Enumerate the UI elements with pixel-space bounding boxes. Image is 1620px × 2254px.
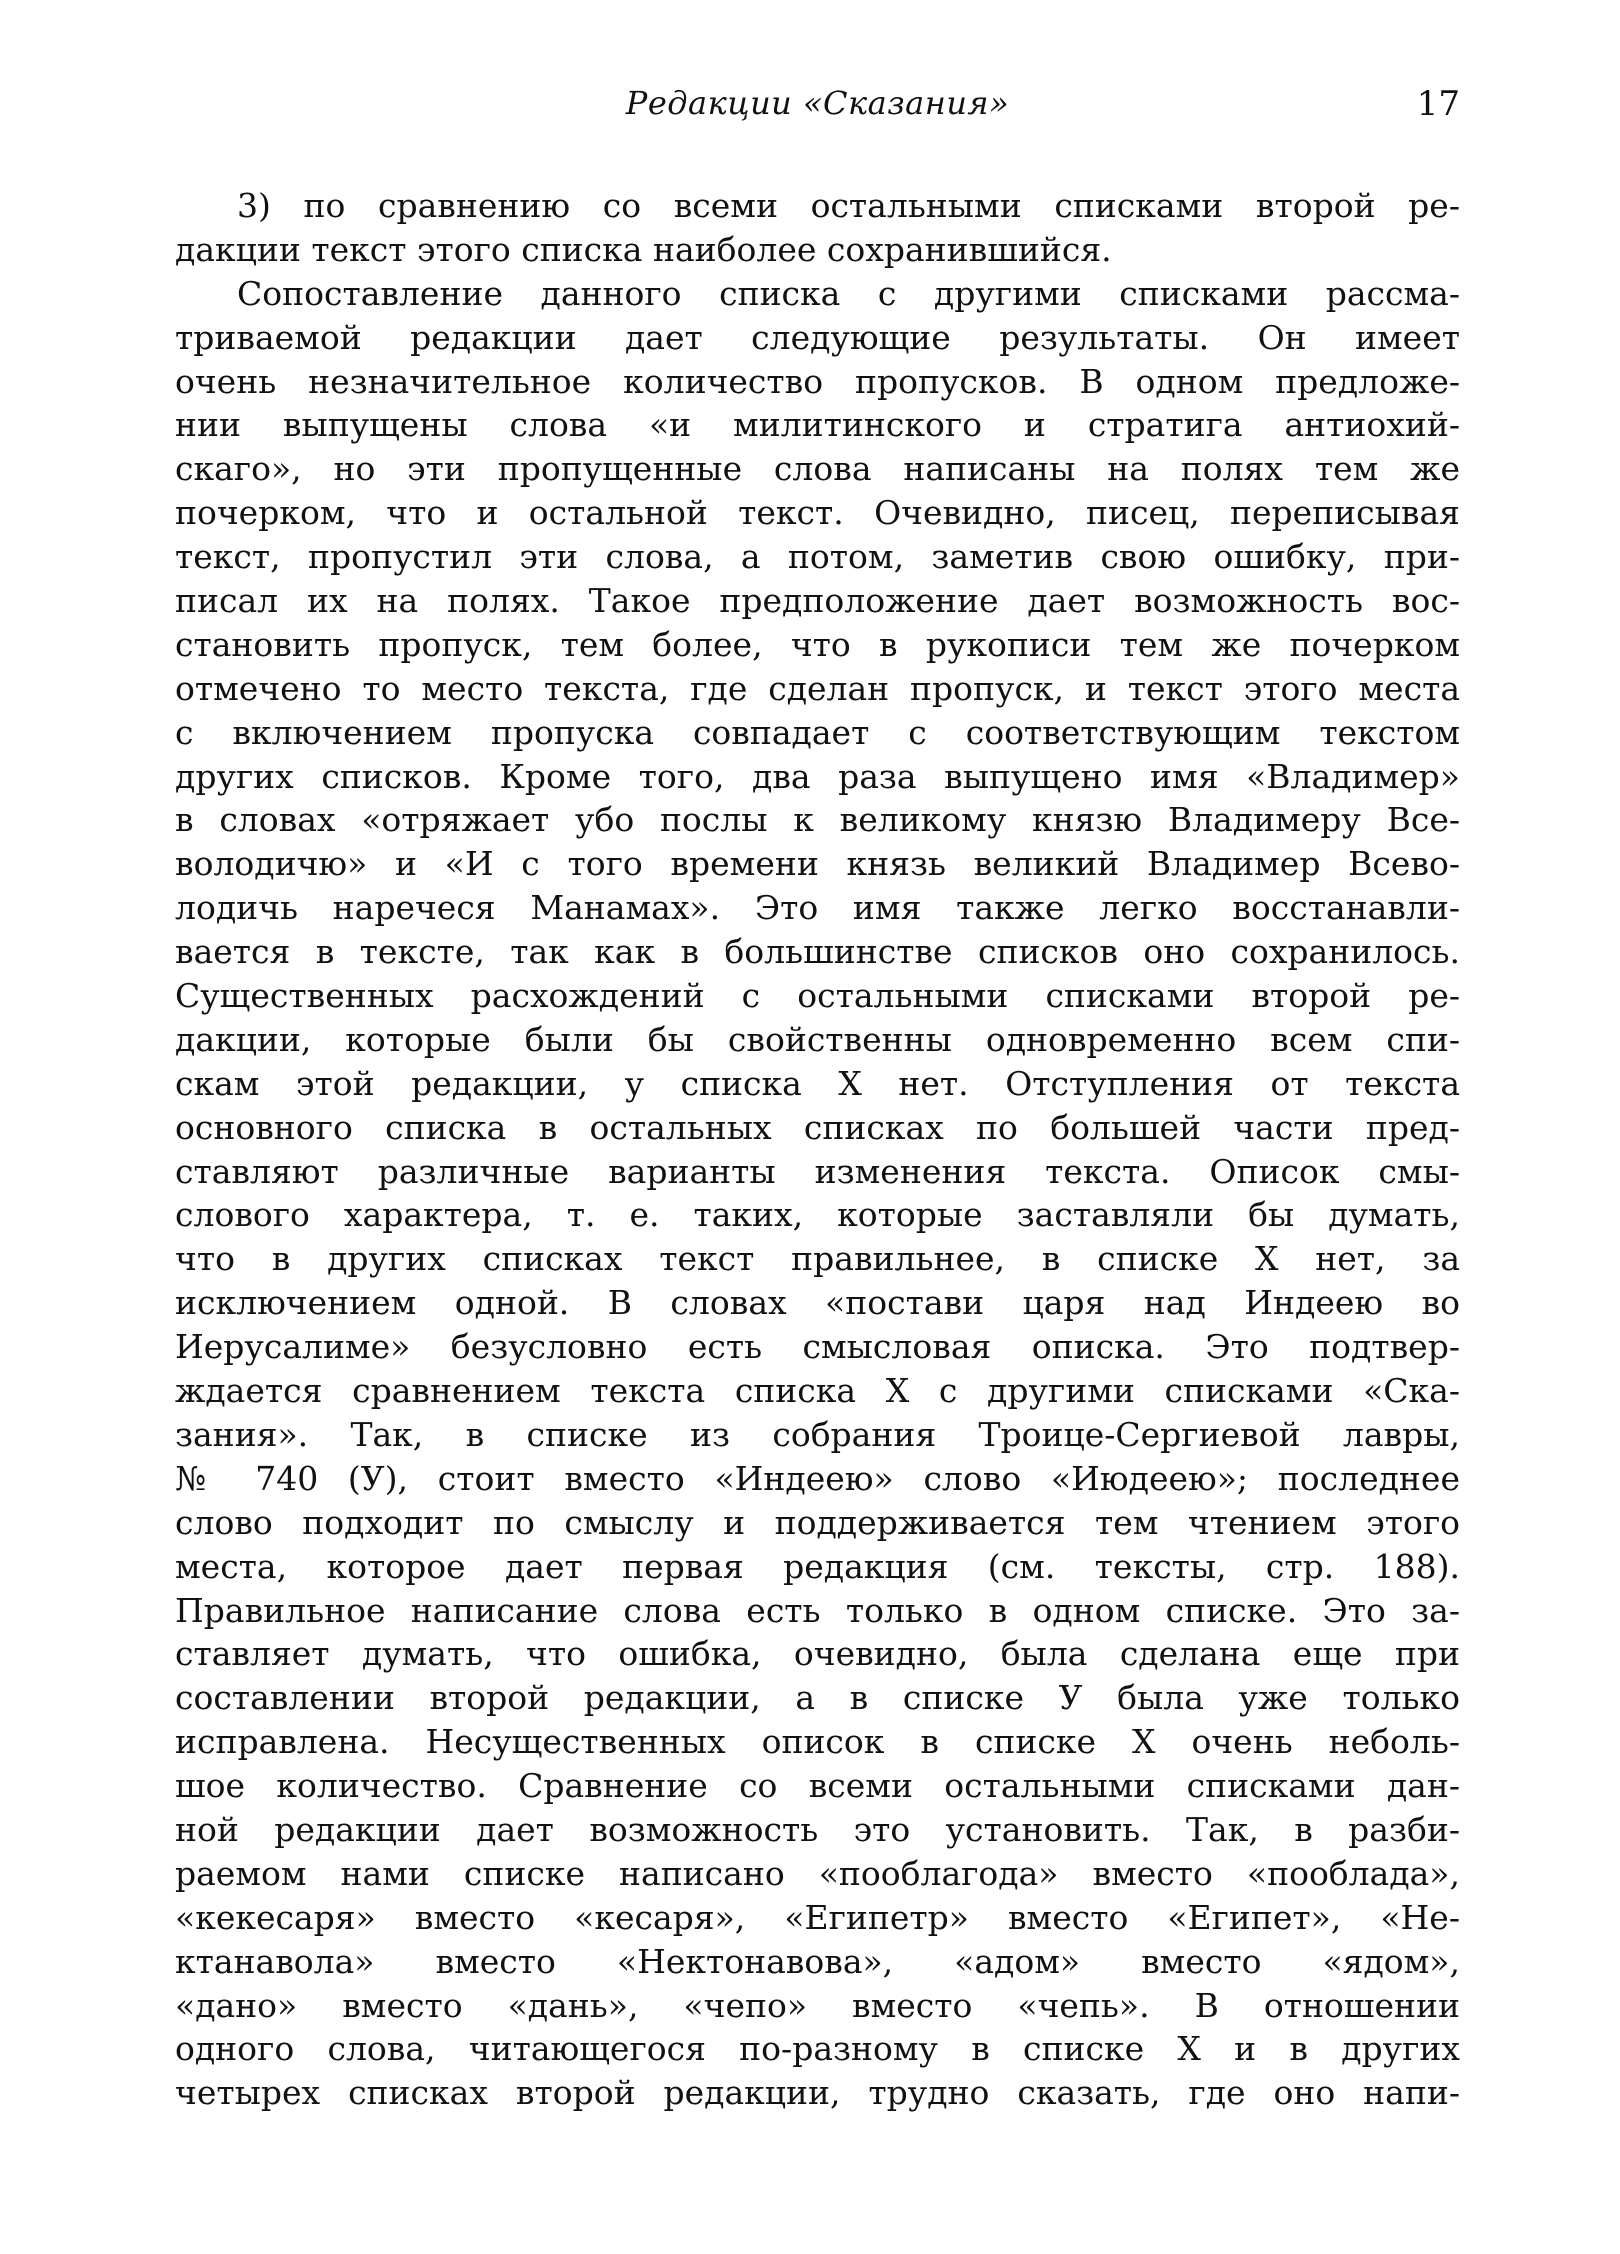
running-head <box>175 84 1460 134</box>
text-line: Правильное написание слова есть только в одном списке. Это за- <box>175 1590 1460 1630</box>
text-line: Существенных расхождений с остальными списками второй ре- <box>175 976 1460 1016</box>
text-line: триваемой редакции дает следующие результаты. Он имеет <box>175 317 1460 357</box>
text-line: четырех списках второй редакции, трудно сказать, где оно напи- <box>175 2073 1460 2113</box>
paragraph-start-line: Сопоставление данного списка с другими списками рассма- <box>237 273 1460 313</box>
text-line: скам этой редакции, у списка X нет. Отступления от текста <box>175 1063 1460 1103</box>
body-text <box>175 184 1460 2115</box>
text-line: ктанавола» вместо «Нектонавова», «адом» вместо «ядом», <box>175 1941 1460 1981</box>
text-line: с включением пропуска совпадает с соответствующим текстом <box>175 712 1460 752</box>
text-line: лодичь наречеся Манамах». Это имя также легко восстанавли- <box>175 888 1460 928</box>
text-line: очень незначительное количество пропусков. В одном предложе- <box>175 361 1460 401</box>
text-line: вается в тексте, так как в большинстве списков оно сохранилось. <box>175 932 1460 972</box>
text-line: одного слова, читающегося по-разному в списке X и в других <box>175 2029 1460 2069</box>
text-line: основного списка в остальных списках по большей части пред- <box>175 1107 1460 1147</box>
running-title: Редакции «Сказания» <box>625 84 1010 122</box>
text-line: ставляет думать, что ошибка, очевидно, была сделана еще при <box>175 1634 1460 1674</box>
text-line: текст, пропустил эти слова, а потом, заметив свою ошибку, при- <box>175 537 1460 577</box>
text-line: составлении второй редакции, а в списке У была уже только <box>175 1678 1460 1718</box>
text-line: № 740 (У), стоит вместо «Индеею» слово «Июдеею»; последнее <box>175 1458 1460 1498</box>
text-line: зания». Так, в списке из собрания Троице-Сергиевой лавры, <box>175 1414 1460 1454</box>
text-line: раемом нами списке написано «пооблагода» вместо «пооблада», <box>175 1853 1460 1893</box>
text-line: нии выпущены слова «и милитинского и стратига антиохий- <box>175 405 1460 445</box>
text-line: «дано» вместо «дань», «чепо» вместо «чепь». В отношении <box>175 1985 1460 2025</box>
text-line: ждается сравнением текста списка X с другими списками «Ска- <box>175 1371 1460 1411</box>
text-line: шое количество. Сравнение со всеми остальными списками дан- <box>175 1766 1460 1806</box>
text-line: в словах «отряжает убо послы к великому князю Владимеру Все- <box>175 800 1460 840</box>
text-line: володичю» и «И с того времени князь великий Владимер Всево- <box>175 844 1460 884</box>
text-line: почерком, что и остальной текст. Очевидно, писец, переписывая <box>175 493 1460 533</box>
text-line: писал их на полях. Такое предположение дает возможность вос- <box>175 581 1460 621</box>
text-line: дакции текст этого списка наиболее сохранившийся. <box>175 229 1112 269</box>
text-line: дакции, которые были бы свойственны одновременно всем спи- <box>175 1019 1460 1059</box>
text-line: других списков. Кроме того, два раза выпущено имя «Владимер» <box>175 756 1460 796</box>
text-line: скаго», но эти пропущенные слова написаны на полях тем же <box>175 449 1460 489</box>
text-line: исключением одной. В словах «постави царя над Индеею во <box>175 1283 1460 1323</box>
text-line: 3) по сравнению со всеми остальными списками второй ре- <box>237 186 1460 225</box>
text-line: места, которое дает первая редакция (см. тексты, стр. 188). <box>175 1546 1460 1586</box>
text-line: исправлена. Несущественных описок в списке X очень неболь- <box>175 1722 1460 1762</box>
text-line: отмечено то место текста, где сделан пропуск, и текст этого места <box>175 668 1460 708</box>
text-line: что в других списках текст правильнее, в списке X нет, за <box>175 1239 1460 1279</box>
text-line: ной редакции дает возможность это установить. Так, в разби- <box>175 1809 1460 1849</box>
text-line: ставляют различные варианты изменения текста. Описок смы- <box>175 1151 1460 1191</box>
text-line: слового характера, т. е. таких, которые заставляли бы думать, <box>175 1195 1460 1235</box>
text-line: «кекесаря» вместо «кесаря», «Египетр» вместо «Египет», «Не- <box>175 1897 1460 1937</box>
text-line: становить пропуск, тем более, что в рукописи тем же почерком <box>175 624 1460 664</box>
text-line: слово подходит по смыслу и поддерживается тем чтением этого <box>175 1502 1460 1542</box>
page-number: 17 <box>1416 84 1460 124</box>
text-line: Иерусалиме» безусловно есть смысловая описка. Это подтвер- <box>175 1327 1460 1367</box>
